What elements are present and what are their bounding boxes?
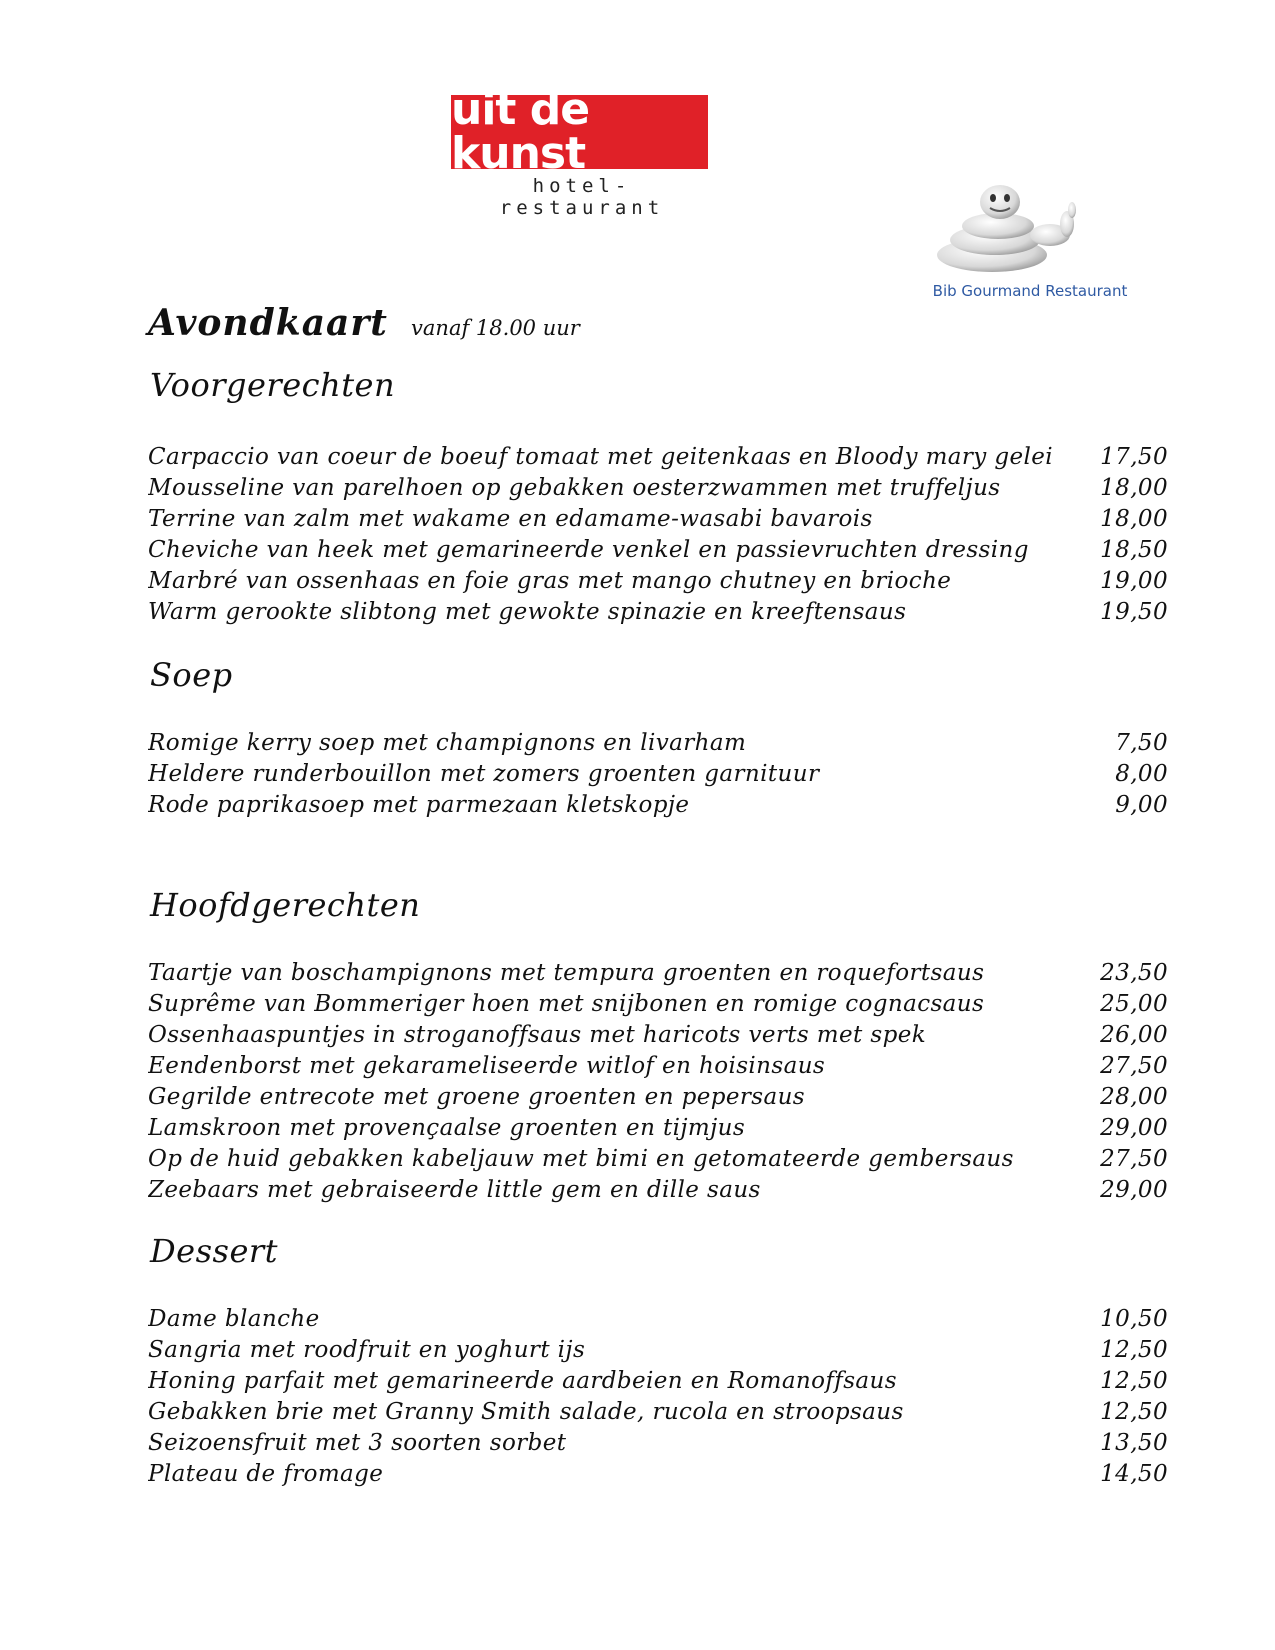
menu-item — [148, 537, 1168, 568]
menu-item — [148, 1306, 1168, 1337]
menu-item — [148, 991, 1168, 1022]
dish-name: Heldere runderbouillon met zomers groenten garnituur — [148, 761, 820, 787]
dish-price: 12,50 — [1100, 1399, 1168, 1425]
dish-price: 8,00 — [1115, 761, 1168, 787]
dish-name: Zeebaars met gebraiseerde little gem en dille saus — [148, 1177, 761, 1203]
dish-name: Terrine van zalm met wakame en edamame-wasabi bavarois — [148, 506, 873, 532]
dish-name: Ossenhaaspuntjes in stroganoffsaus met haricots verts met spek — [148, 1022, 927, 1048]
dish-price: 17,50 — [1100, 444, 1168, 470]
dish-name: Marbré van ossenhaas en foie gras met mango chutney en brioche — [148, 568, 952, 594]
section-title-voorgerechten: Voorgerechten — [150, 366, 396, 404]
menu-item — [148, 1146, 1168, 1177]
section-title-dessert: Dessert — [150, 1232, 279, 1270]
menu-item — [148, 1461, 1168, 1492]
dish-name: Warm gerookte slibtong met gewokte spinazie en kreeftensaus — [148, 599, 907, 625]
page-title — [148, 302, 580, 344]
logo-name: uit de kunst — [451, 84, 590, 179]
dish-name: Eendenborst met gekarameliseerde witlof en hoisinsaus — [148, 1053, 826, 1079]
dish-price: 28,00 — [1100, 1084, 1168, 1110]
menu-item — [148, 1399, 1168, 1430]
menu-item — [148, 792, 1168, 823]
dish-price: 29,00 — [1100, 1177, 1168, 1203]
dish-name: Taartje van boschampignons met tempura groenten en roquefortsaus — [148, 960, 985, 986]
dish-name: Seizoensfruit met 3 soorten sorbet — [148, 1430, 567, 1456]
menu-item — [148, 599, 1168, 630]
dish-price: 10,50 — [1100, 1306, 1168, 1332]
dish-price: 9,00 — [1115, 792, 1168, 818]
menu-item — [148, 444, 1168, 475]
menu-item — [148, 506, 1168, 537]
dish-price: 18,00 — [1100, 506, 1168, 532]
menu-item — [148, 1115, 1168, 1146]
dish-name: Suprême van Bommeriger hoen met snijbonen en romige cognacsaus — [148, 991, 985, 1017]
dish-name: Lamskroon met provençaalse groenten en tijmjus — [148, 1115, 746, 1141]
bib-gourmand-badge — [920, 180, 1140, 305]
dish-price: 14,50 — [1100, 1461, 1168, 1487]
dish-price: 25,00 — [1100, 991, 1168, 1017]
section-title-hoofdgerechten: Hoofdgerechten — [150, 886, 421, 924]
menu-item — [148, 1177, 1168, 1208]
dish-name: Op de huid gebakken kabeljauw met bimi en getomateerde gembersaus — [148, 1146, 1014, 1172]
dish-name: Gebakken brie met Granny Smith salade, rucola en stroopsaus — [148, 1399, 904, 1425]
dish-price: 26,00 — [1100, 1022, 1168, 1048]
dish-price: 27,50 — [1100, 1053, 1168, 1079]
dish-name: Plateau de fromage — [148, 1461, 384, 1487]
dish-price: 27,50 — [1100, 1146, 1168, 1172]
menu-title: Avondkaart — [148, 302, 388, 344]
dish-price: 19,50 — [1100, 599, 1168, 625]
menu-list-dessert — [148, 1306, 1168, 1492]
menu-item — [148, 761, 1168, 792]
menu-item — [148, 1053, 1168, 1084]
menu-item — [148, 1430, 1168, 1461]
menu-item — [148, 475, 1168, 506]
menu-item — [148, 1022, 1168, 1053]
dish-name: Sangria met roodfruit en yoghurt ijs — [148, 1337, 586, 1363]
menu-item — [148, 960, 1168, 991]
dish-price: 29,00 — [1100, 1115, 1168, 1141]
menu-item — [148, 1368, 1168, 1399]
dish-name: Cheviche van heek met gemarineerde venkel en passievruchten dressing — [148, 537, 1029, 563]
dish-price: 12,50 — [1100, 1368, 1168, 1394]
menu-list-voorgerechten — [148, 444, 1168, 630]
dish-price: 18,50 — [1100, 537, 1168, 563]
dish-name: Mousseline van parelhoen op gebakken oesterzwammen met truffeljus — [148, 475, 1001, 501]
bib-gourmand-caption: Bib Gourmand Restaurant — [932, 282, 1128, 300]
menu-list-soep — [148, 730, 1168, 823]
menu-item — [148, 1084, 1168, 1115]
dish-name: Honing parfait met gemarineerde aardbeien en Romanoffsaus — [148, 1368, 897, 1394]
bib-gourmand-icon — [920, 180, 1140, 280]
dish-price: 7,50 — [1115, 730, 1168, 756]
dish-price: 19,00 — [1100, 568, 1168, 594]
dish-name: Carpaccio van coeur de boeuf tomaat met geitenkaas en Bloody mary gelei — [148, 444, 1054, 470]
menu-item — [148, 1337, 1168, 1368]
menu-item — [148, 730, 1168, 761]
dish-name: Romige kerry soep met champignons en livarham — [148, 730, 747, 756]
dish-price: 12,50 — [1100, 1337, 1168, 1363]
dish-name: Rode paprikasoep met parmezaan kletskopje — [148, 792, 690, 818]
logo-subtitle: hotel-restaurant — [499, 175, 665, 219]
dish-name: Gegrilde entrecote met groene groenten en pepersaus — [148, 1084, 806, 1110]
menu-list-hoofdgerechten — [148, 960, 1168, 1208]
menu-time: vanaf 18.00 uur — [411, 316, 580, 340]
dish-name: Dame blanche — [148, 1306, 320, 1332]
dish-price: 23,50 — [1100, 960, 1168, 986]
dish-price: 13,50 — [1100, 1430, 1168, 1456]
dish-price: 18,00 — [1100, 475, 1168, 501]
section-title-soep: Soep — [150, 656, 233, 694]
menu-item — [148, 568, 1168, 599]
restaurant-logo — [451, 84, 708, 179]
